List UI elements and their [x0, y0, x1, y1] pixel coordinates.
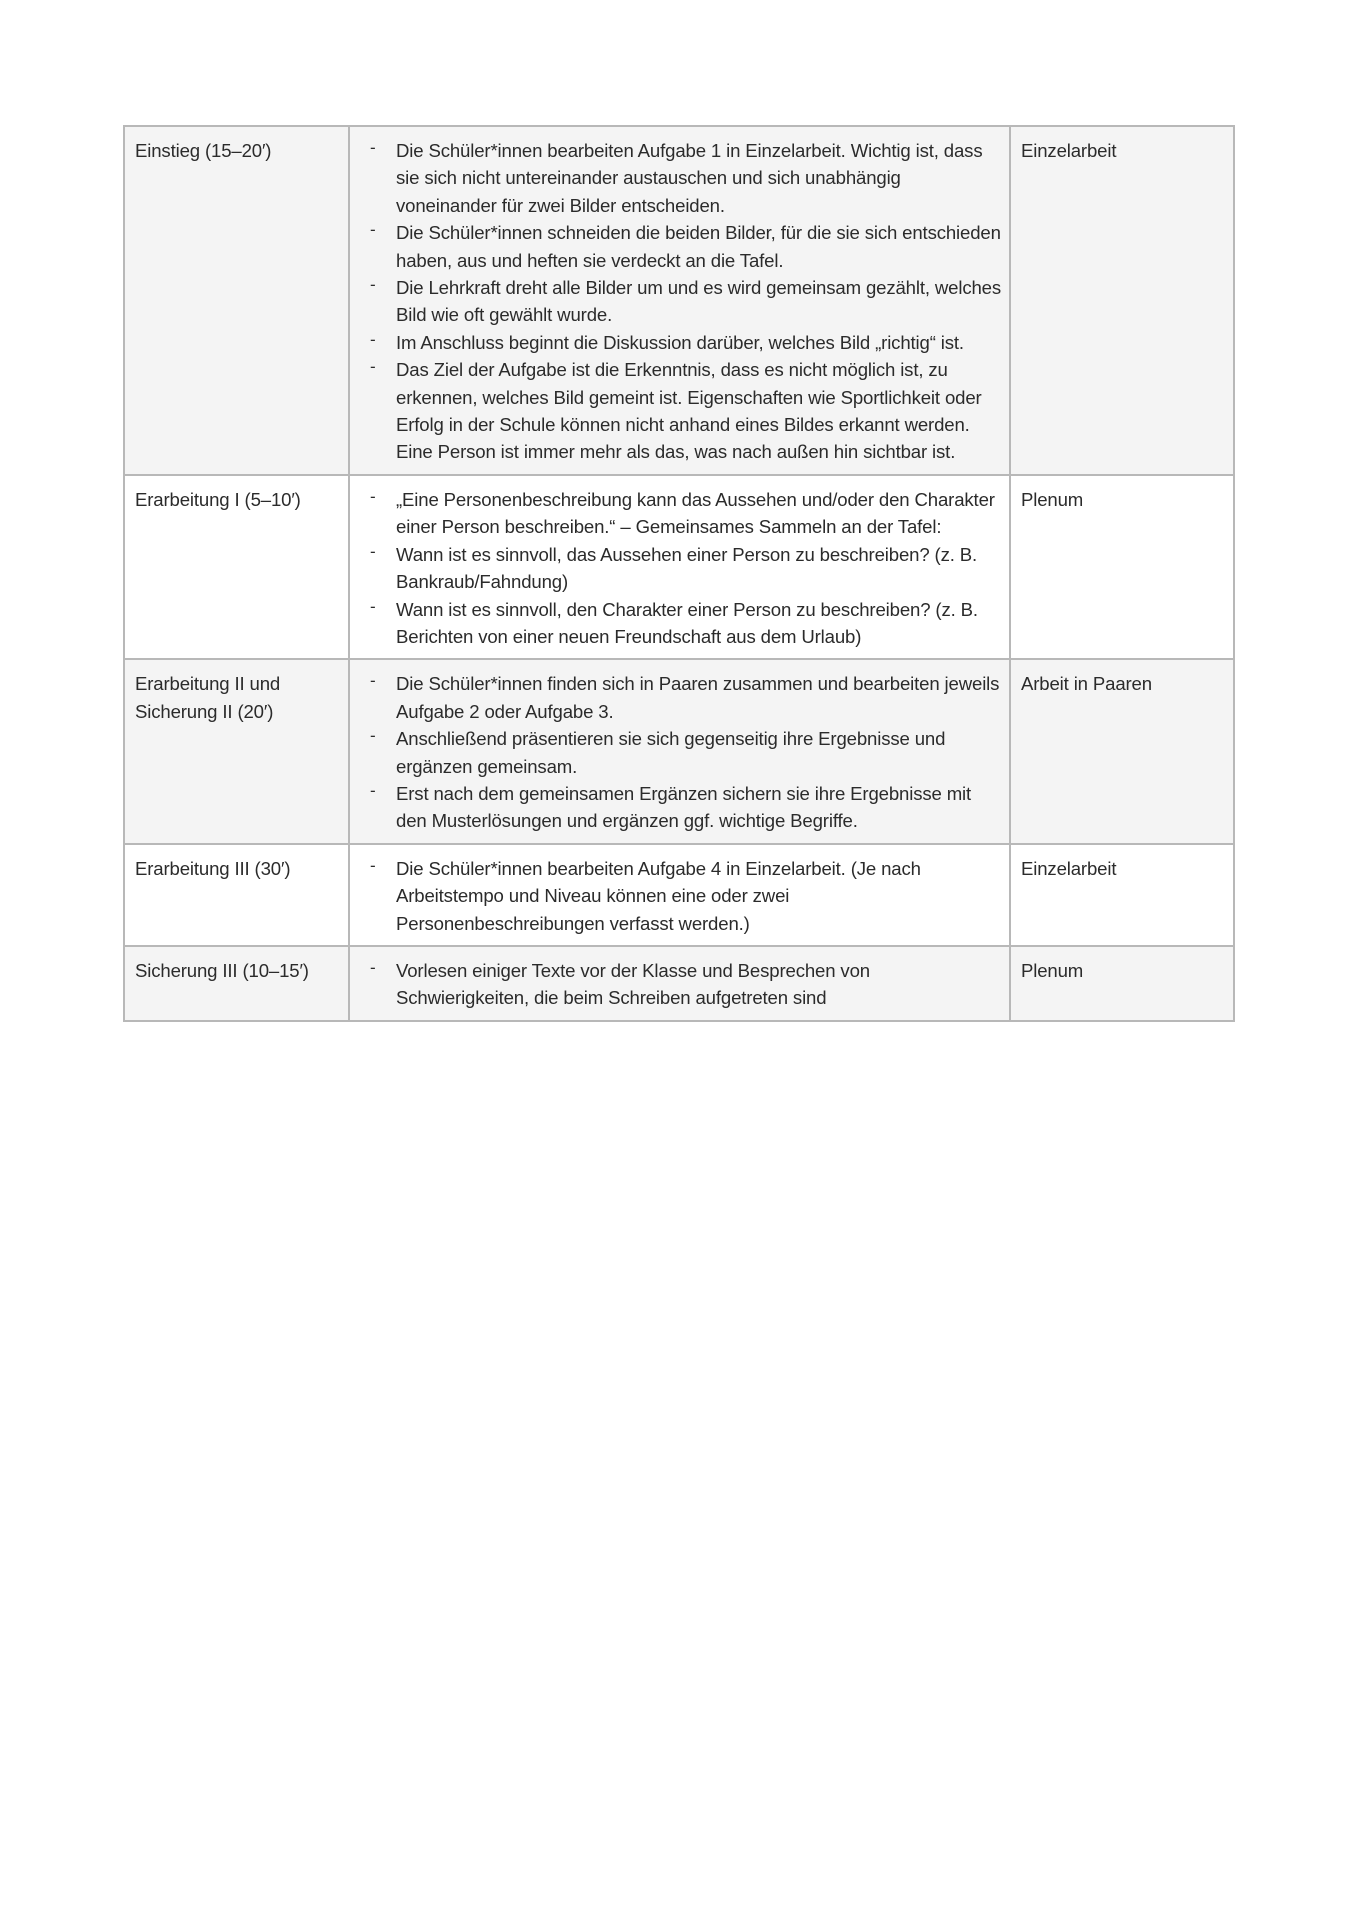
phase-cell: Erarbeitung III (30′) [124, 844, 349, 946]
phase-cell: Einstieg (15–20′) [124, 126, 349, 475]
dash-bullet-icon: - [370, 329, 376, 349]
table-row [124, 844, 1234, 946]
list-item [360, 780, 1001, 835]
bullet-text: Wann ist es sinnvoll, den Charakter einer Person zu beschreiben? (z. B. Berichten von einer neuen Freundschaft aus dem Urlaub) [396, 598, 978, 647]
bullet-text: Die Schüler*innen bearbeiten Aufgabe 1 in Einzelarbeit. Wichtig ist, dass sie sich nicht untereinander austauschen und sich unabhängig voneinander für zwei Bilder entscheiden. [396, 140, 983, 216]
list-item [360, 670, 1001, 725]
bullet-text: „Eine Personenbeschreibung kann das Aussehen und/oder den Charakter einer Person beschreiben.“ – Gemeinsames Sammeln an der Tafel: [396, 488, 995, 538]
table-row [124, 659, 1234, 843]
bullet-text: Im Anschluss beginnt die Diskussion darüber, welches Bild „richtig“ ist. [396, 331, 964, 353]
description-cell [349, 946, 1010, 1021]
dash-bullet-icon: - [370, 275, 376, 295]
bullet-list [360, 855, 1001, 937]
list-item [360, 541, 1001, 596]
bullet-text: Erst nach dem gemeinsamen Ergänzen sichern sie ihre Ergebnisse mit den Musterlösungen und ergänzen ggf. wichtige Begriffe. [396, 782, 972, 832]
list-item [360, 219, 1001, 274]
table-row [124, 946, 1234, 1021]
description-cell [349, 126, 1010, 475]
dash-bullet-icon: - [370, 957, 376, 977]
list-item [360, 486, 1001, 541]
list-item [360, 329, 1001, 356]
dash-bullet-icon: - [370, 486, 376, 506]
bullet-text: Wann ist es sinnvoll, das Aussehen einer Person zu beschreiben? (z. B. Bankraub/Fahndung) [396, 543, 978, 593]
bullet-list [360, 957, 1001, 1012]
list-item [360, 725, 1001, 780]
bullet-text: Die Schüler*innen bearbeiten Aufgabe 4 in Einzelarbeit. (Je nach Arbeitstempo und Niveau können eine oder zwei Personenbeschreibungen verfasst werden.) [396, 857, 921, 934]
dash-bullet-icon: - [370, 138, 376, 157]
bullet-text: Vorlesen einiger Texte vor der Klasse und Besprechen von Schwierigkeiten, die beim Schreiben aufgetreten sind [396, 959, 870, 1009]
social-form-cell: Plenum [1010, 475, 1234, 659]
dash-bullet-icon: - [370, 541, 376, 561]
list-item [360, 274, 1001, 329]
bullet-list [360, 486, 1001, 650]
bullet-text: Anschließend präsentieren sie sich gegenseitig ihre Ergebnisse und ergänzen gemeinsam. [396, 728, 946, 777]
dash-bullet-icon: - [370, 220, 376, 240]
social-form-cell: Plenum [1010, 946, 1234, 1021]
social-form-cell: Einzelarbeit [1010, 844, 1234, 946]
list-item [360, 137, 1001, 219]
description-cell [349, 659, 1010, 843]
bullet-text: Das Ziel der Aufgabe ist die Erkenntnis, dass es nicht möglich ist, zu erkennen, welches Bild gemeint ist. Eigenschaften wie Sportlichkeit oder Erfolg in der Schule können nicht anhand eines Bildes erkannt werden. Eine Person ist immer mehr als das, was nach außen hin sichtbar ist. [396, 359, 982, 463]
lesson-plan-table [123, 125, 1235, 1022]
bullet-list [360, 670, 1001, 834]
description-cell [349, 844, 1010, 946]
description-cell [349, 475, 1010, 659]
bullet-list [360, 137, 1001, 466]
list-item [360, 957, 1001, 1012]
list-item [360, 855, 1001, 937]
social-form-cell: Einzelarbeit [1010, 126, 1234, 475]
bullet-text: Die Lehrkraft dreht alle Bilder um und es wird gemeinsam gezählt, welches Bild wie oft gewählt wurde. [396, 277, 1002, 326]
dash-bullet-icon: - [370, 671, 376, 691]
list-item [360, 596, 1001, 651]
list-item [360, 356, 1001, 466]
bullet-text: Die Schüler*innen schneiden die beiden Bilder, für die sie sich entschieden haben, aus und heften sie verdeckt an die Tafel. [396, 222, 1001, 271]
dash-bullet-icon: - [370, 357, 376, 377]
table-row [124, 126, 1234, 475]
social-form-cell: Arbeit in Paaren [1010, 659, 1234, 843]
dash-bullet-icon: - [370, 855, 376, 875]
phase-cell: Sicherung III (10–15′) [124, 946, 349, 1021]
table-row [124, 475, 1234, 659]
phase-cell: Erarbeitung II und Sicherung II (20′) [124, 659, 349, 843]
dash-bullet-icon: - [370, 596, 376, 616]
dash-bullet-icon: - [370, 726, 376, 746]
bullet-text: Die Schüler*innen finden sich in Paaren zusammen und bearbeiten jeweils Aufgabe 2 oder Aufgabe 3. [396, 673, 1000, 722]
dash-bullet-icon: - [370, 780, 376, 800]
phase-cell: Erarbeitung I (5–10′) [124, 475, 349, 659]
